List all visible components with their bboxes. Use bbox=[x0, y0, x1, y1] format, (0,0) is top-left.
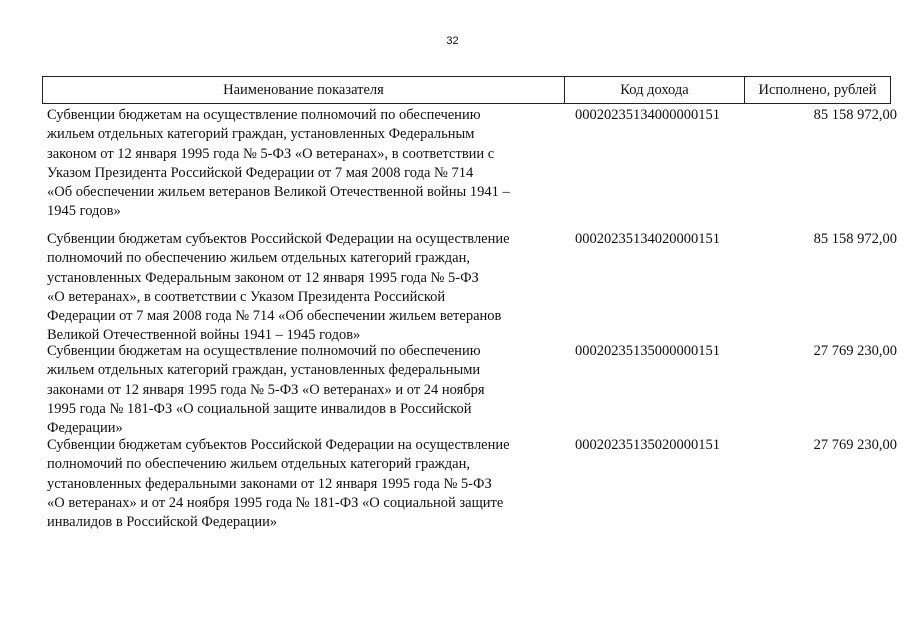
header-amount: Исполнено, рублей bbox=[758, 81, 877, 98]
row-description: Субвенции бюджетам субъектов Российской Федерации на осуществление полномочий по обеспечению жильем отдельных категорий граждан, установленных Федеральным законом от 12 января 1995 года № 5-ФЗ «О ветеранах», в соответствии с Указом Президента Российской Федерации от 7 мая 2008 года № 714 «Об обеспечении жильем ветеранов Великой Отечественной войны 1941 – 1945 годов» bbox=[47, 231, 510, 344]
row-code: 00020235135000000151 bbox=[575, 343, 720, 359]
row-amount: 85 158 972,00 bbox=[813, 231, 897, 247]
row-code: 00020235135020000151 bbox=[575, 437, 720, 453]
row-code: 00020235134020000151 bbox=[575, 231, 720, 247]
row-amount: 27 769 230,00 bbox=[813, 437, 897, 453]
page-number: 32 bbox=[446, 35, 459, 47]
row-description: Субвенции бюджетам на осуществление полномочий по обеспечению жильем отдельных категорий граждан, установленных Федеральным законом от 12 января 1995 года № 5-ФЗ «О ветеранах», в соответствии с Указом Президента Российской Федерации от 7 мая 2008 года № 714 «Об обеспечении жильем ветеранов Великой Отечественной войны 1941 – 1945 годов» bbox=[47, 107, 510, 220]
row-description: Субвенции бюджетам субъектов Российской Федерации на осуществление полномочий по обеспечению жильем отдельных категорий граждан, установленных федеральными законами от 12 января 1995 года № 5-ФЗ «О ветеранах» и от 24 ноября 1995 года № 181-ФЗ «О социальной защите инвалидов в Российской Федерации» bbox=[47, 437, 510, 531]
row-amount: 85 158 972,00 bbox=[813, 107, 897, 123]
table-header bbox=[42, 76, 891, 104]
header-code: Код дохода bbox=[565, 77, 745, 103]
row-code: 00020235134000000151 bbox=[575, 107, 720, 123]
row-description: Субвенции бюджетам на осуществление полномочий по обеспечению жильем отдельных категорий граждан, установленных федеральными законами от 12 января 1995 года № 5-ФЗ «О ветеранах» и от 24 ноября 1995 года № 181-ФЗ «О социальной защите инвалидов в Российской Федерации» bbox=[47, 343, 485, 437]
row-amount: 27 769 230,00 bbox=[813, 343, 897, 359]
header-name: Наименование показателя bbox=[43, 77, 565, 103]
